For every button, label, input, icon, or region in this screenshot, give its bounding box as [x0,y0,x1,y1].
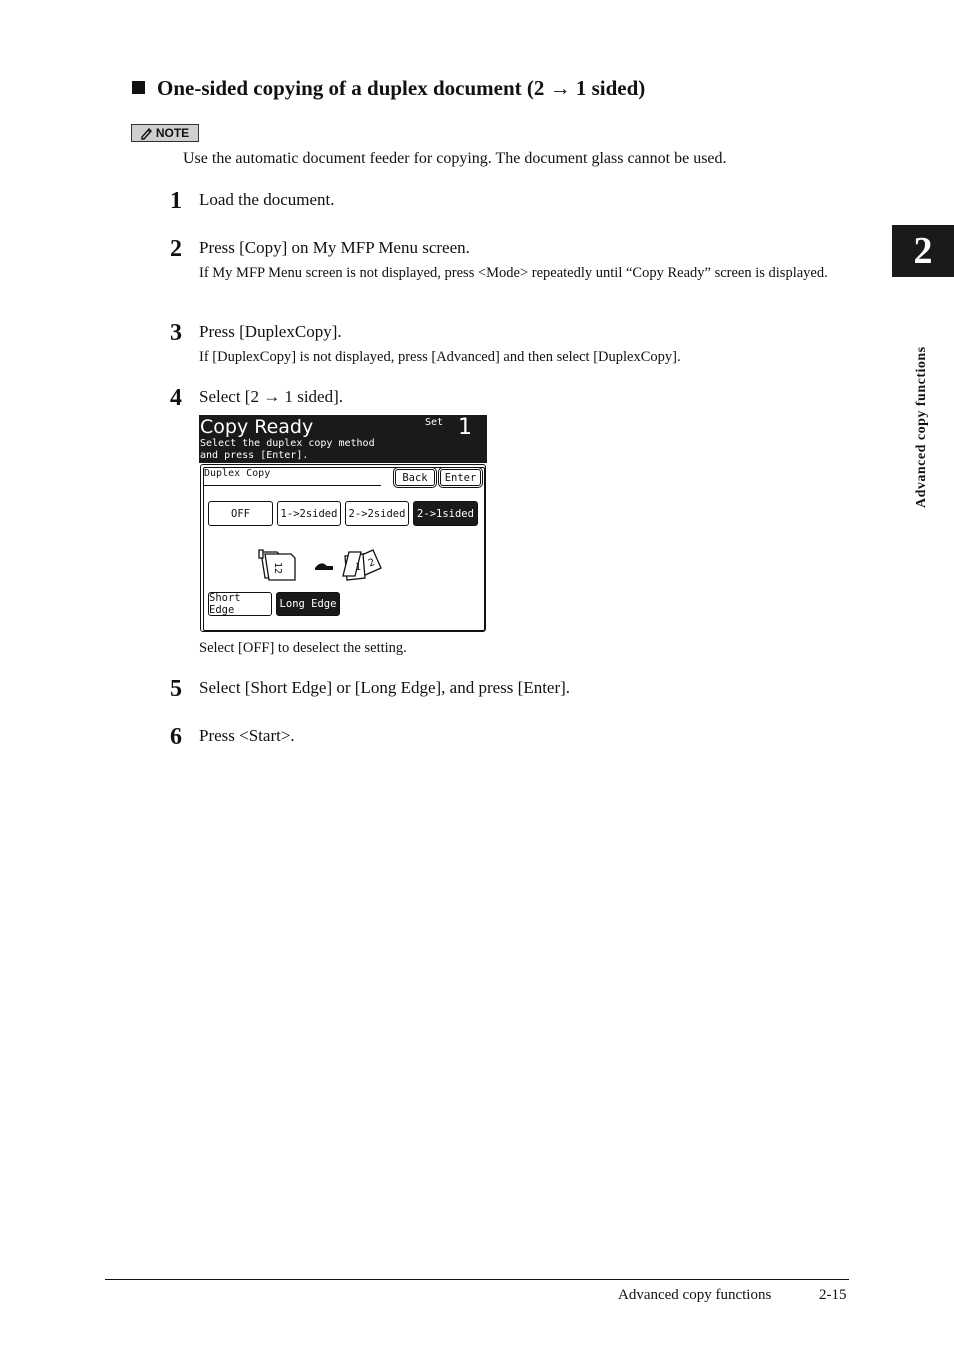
copier-screen [199,415,487,632]
svg-text:1: 1 [355,562,362,573]
step-text: Press [DuplexCopy]. [199,322,342,341]
step-number: 2 [170,236,182,262]
step-text: Select [2 → 1 sided]. [199,387,343,406]
mode-off-button[interactable]: OFF [208,501,273,526]
page-number: 2-15 [819,1287,847,1303]
step-subtext: Select [OFF] to deselect the setting. [199,640,407,656]
mode-2to2-button[interactable]: 2->2sided [345,501,409,526]
chapter-tab: 2 [892,225,954,277]
svg-text:2: 2 [367,556,377,570]
footer-title: Advanced copy functions [618,1287,772,1303]
step-number: 3 [170,320,182,346]
screen-header [199,415,487,463]
step-subtext: If [DuplexCopy] is not displayed, press [Advanced] and then select [DuplexCopy]. [199,349,681,365]
step-text: Press [Copy] on My MFP Menu screen. [199,238,470,257]
note-text: Use the automatic document feeder for copying. The document glass cannot be used. [183,150,727,167]
long-edge-button[interactable]: Long Edge [276,592,340,616]
step-number: 1 [170,188,182,214]
section-heading: One-sided copying of a duplex document (2 → 1 sided) [132,76,645,101]
chapter-side-label: Advanced copy functions [914,346,929,508]
mode-2to1-button[interactable]: 2->1sided [413,501,478,526]
short-edge-button[interactable]: Short Edge [208,592,272,616]
enter-button[interactable]: Enter [440,469,481,486]
pencil-icon [141,127,153,140]
note-badge: NOTE [131,124,199,142]
duplex-copy-label: Duplex Copy [204,468,271,479]
set-count: 1 [458,415,472,440]
step-number: 5 [170,676,182,702]
step-subtext: If My MFP Menu screen is not displayed, press <Mode> repeatedly until “Copy Ready” screen is displayed. [199,265,828,281]
footer-rule [105,1279,849,1280]
step-number: 6 [170,724,182,750]
screen-instruction: Select the duplex copy method and press [Enter]. [200,438,375,461]
divider [203,485,381,486]
back-button[interactable]: Back [395,469,435,486]
step-text: Select [Short Edge] or [Long Edge], and press [Enter]. [199,678,571,697]
svg-text:12: 12 [272,562,283,575]
square-bullet-icon [132,81,145,94]
step-text: Press <Start>. [199,726,295,745]
step-text: Load the document. [199,190,335,209]
screen-title: Copy Ready [200,416,314,438]
set-label: Set [425,417,444,428]
mode-1to2-button[interactable]: 1->2sided [277,501,341,526]
duplex-illustration-icon [257,548,407,584]
step-number: 4 [170,385,182,411]
